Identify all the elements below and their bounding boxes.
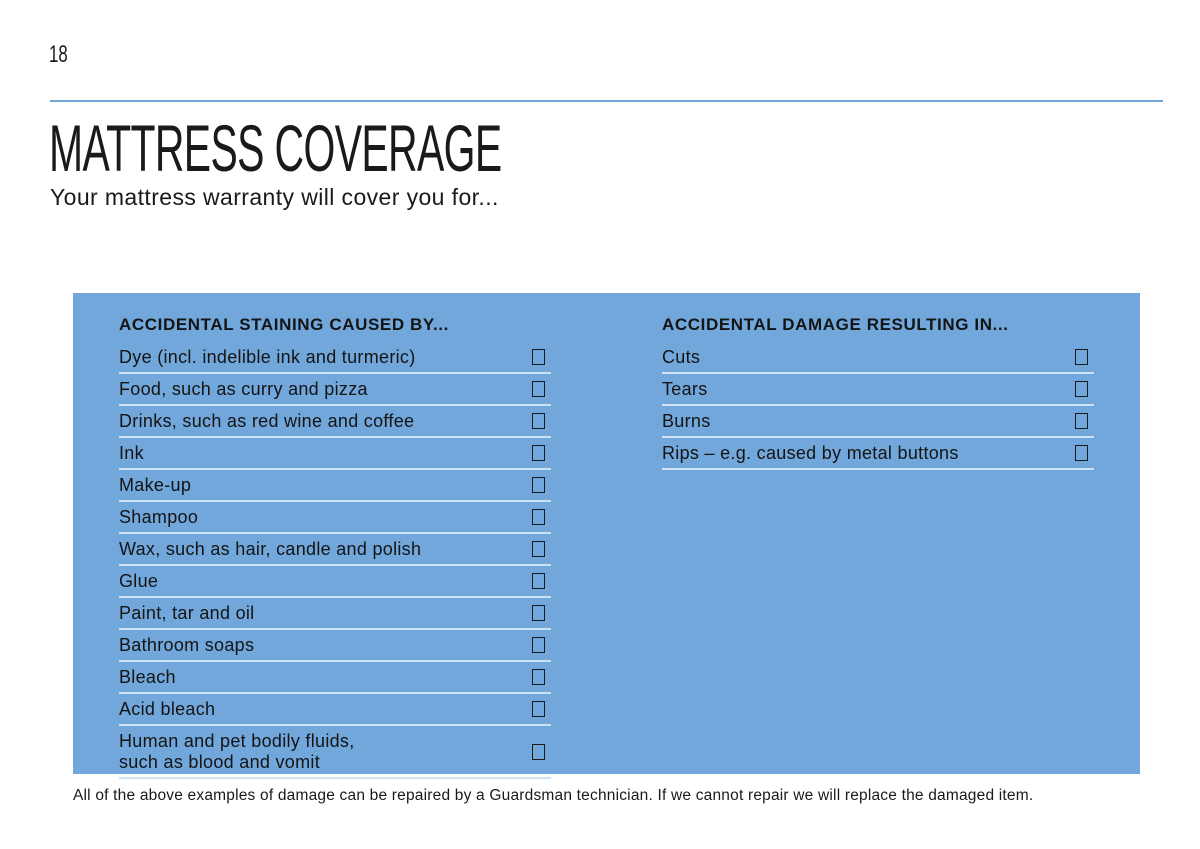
list-item — [119, 694, 551, 726]
item-label: Cuts — [662, 347, 701, 367]
item-label: Bathroom soaps — [119, 635, 255, 655]
checkbox-icon — [532, 605, 545, 621]
item-label: Dye (incl. indelible ink and turmeric) — [119, 347, 416, 367]
list-item — [662, 438, 1094, 470]
checkbox-icon — [532, 445, 545, 461]
checkbox-icon — [532, 701, 545, 717]
checkbox-icon — [532, 637, 545, 653]
header-divider — [50, 100, 1163, 102]
item-label: Drinks, such as red wine and coffee — [119, 411, 415, 431]
checkbox-icon — [1075, 349, 1088, 365]
list-item — [662, 374, 1094, 406]
list-item — [119, 342, 551, 374]
checkbox-icon — [532, 509, 545, 525]
list-item — [119, 502, 551, 534]
list-item — [119, 406, 551, 438]
staining-heading: ACCIDENTAL STAINING CAUSED BY... — [119, 315, 449, 334]
list-item — [662, 342, 1094, 374]
staining-list — [119, 342, 551, 779]
footer-note: All of the above examples of damage can be repaired by a Guardsman technician. If we cannot repair we will replace the damaged item. — [73, 787, 1034, 804]
list-item — [119, 534, 551, 566]
page-title: MATTRESS COVERAGE — [49, 111, 502, 185]
checkbox-icon — [532, 541, 545, 557]
checkbox-icon — [532, 744, 545, 760]
list-item — [119, 470, 551, 502]
item-label: Wax, such as hair, candle and polish — [119, 539, 422, 559]
item-label: Bleach — [119, 667, 176, 687]
list-item — [119, 662, 551, 694]
checkbox-icon — [532, 669, 545, 685]
item-label: Paint, tar and oil — [119, 603, 255, 623]
list-item — [119, 598, 551, 630]
checkbox-icon — [532, 349, 545, 365]
checkbox-icon — [532, 381, 545, 397]
item-label: Make-up — [119, 475, 192, 495]
coverage-panel — [73, 293, 1140, 774]
damage-heading: ACCIDENTAL DAMAGE RESULTING IN... — [662, 315, 1009, 334]
item-label: Food, such as curry and pizza — [119, 379, 368, 399]
checkbox-icon — [532, 477, 545, 493]
list-item — [119, 566, 551, 598]
item-label: Tears — [662, 379, 708, 399]
item-label: Acid bleach — [119, 699, 216, 719]
list-item — [119, 438, 551, 470]
item-label: Rips – e.g. caused by metal buttons — [662, 443, 959, 463]
checkbox-icon — [1075, 445, 1088, 461]
damage-list — [662, 342, 1094, 470]
checkbox-icon — [1075, 413, 1088, 429]
item-label: Human and pet bodily fluids, — [119, 731, 355, 751]
list-item — [662, 406, 1094, 438]
damage-column — [662, 313, 1094, 470]
list-item — [119, 374, 551, 406]
item-label: Glue — [119, 571, 159, 591]
item-label: Ink — [119, 443, 144, 463]
checkbox-icon — [532, 413, 545, 429]
item-label-line2: such as blood and vomit — [119, 752, 321, 772]
page-number: 18 — [49, 41, 68, 68]
list-item — [119, 726, 551, 779]
item-label: Burns — [662, 411, 711, 431]
staining-column — [119, 313, 551, 779]
checkbox-icon — [1075, 381, 1088, 397]
page-subtitle: Your mattress warranty will cover you for... — [50, 184, 499, 210]
list-item — [119, 630, 551, 662]
item-label: Shampoo — [119, 507, 199, 527]
checkbox-icon — [532, 573, 545, 589]
